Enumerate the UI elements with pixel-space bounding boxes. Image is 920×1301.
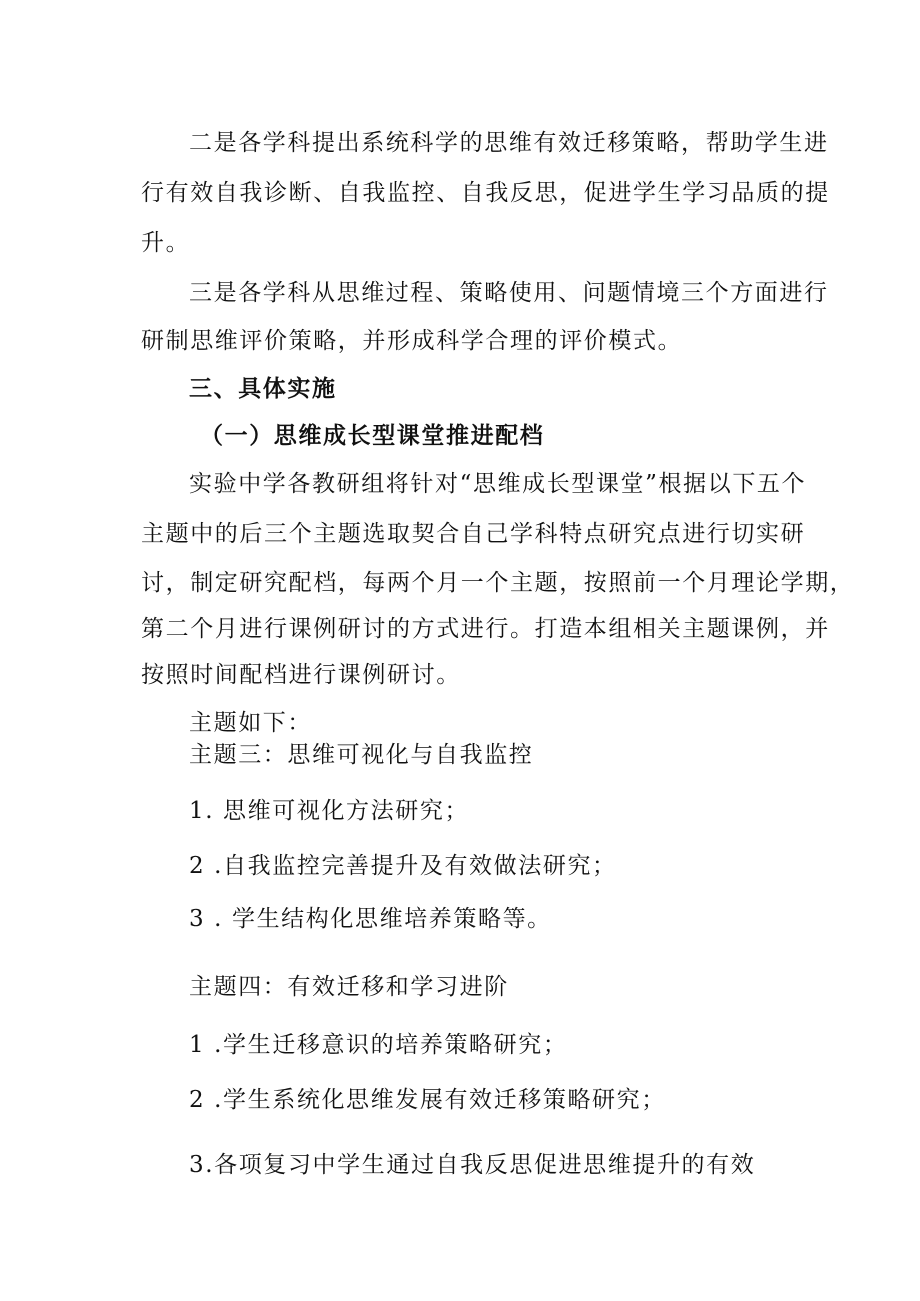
topics-intro: 主题如下： — [189, 710, 312, 736]
topic-3-item-2: 2 .自我监控完善提升及有效做法研究； — [189, 853, 617, 879]
subsection-heading: （一）思维成长型课堂推进配档 — [200, 423, 545, 449]
topic-3-item-1: 1. 思维可视化方法研究； — [189, 798, 470, 824]
topic-4-item-3: 3.各项复习中学生通过自我反思促进思维提升的有效 — [189, 1152, 756, 1178]
body-paragraph-line-5: 按照时间配档进行课例研讨。 — [141, 662, 461, 688]
body-paragraph-line-4: 第二个月进行课例研讨的方式进行。打造本组相关主题课例，并 — [141, 616, 830, 642]
paragraph-2-line-1: 二是各学科提出系统科学的思维有效迁移策略，帮助学生进 — [189, 130, 829, 156]
paragraph-3-line-1: 三是各学科从思维过程、策略使用、问题情境三个方面进行 — [189, 280, 829, 306]
paragraph-3-line-2: 研制思维评价策略，并形成科学合理的评价模式。 — [141, 328, 683, 354]
body-paragraph-line-2: 主题中的后三个主题选取契合自己学科特点研究点进行切实研 — [141, 521, 806, 547]
paragraph-2-line-2: 行有效自我诊断、自我监控、自我反思，促进学生学习品质的提 — [141, 180, 830, 206]
body-paragraph-line-1: 实验中学各教研组将针对“思维成长型课堂”根据以下五个 — [189, 471, 807, 497]
body-paragraph-line-3: 讨，制定研究配档，每两个月一个主题，按照前一个月理论学期， — [141, 570, 855, 596]
paragraph-2-line-3: 升。 — [141, 230, 191, 256]
section-heading: 三、具体实施 — [189, 376, 337, 402]
topic-4-item-2: 2 .学生系统化思维发展有效迁移策略研究； — [189, 1087, 666, 1113]
topic-3-item-3: 3 . 学生结构化思维培养策略等。 — [189, 906, 552, 932]
topic-4-title: 主题四：有效迁移和学习进阶 — [189, 974, 509, 1000]
topic-3-title: 主题三：思维可视化与自我监控 — [189, 742, 534, 768]
topic-4-item-1: 1 .学生迁移意识的培养策略研究； — [189, 1032, 568, 1058]
